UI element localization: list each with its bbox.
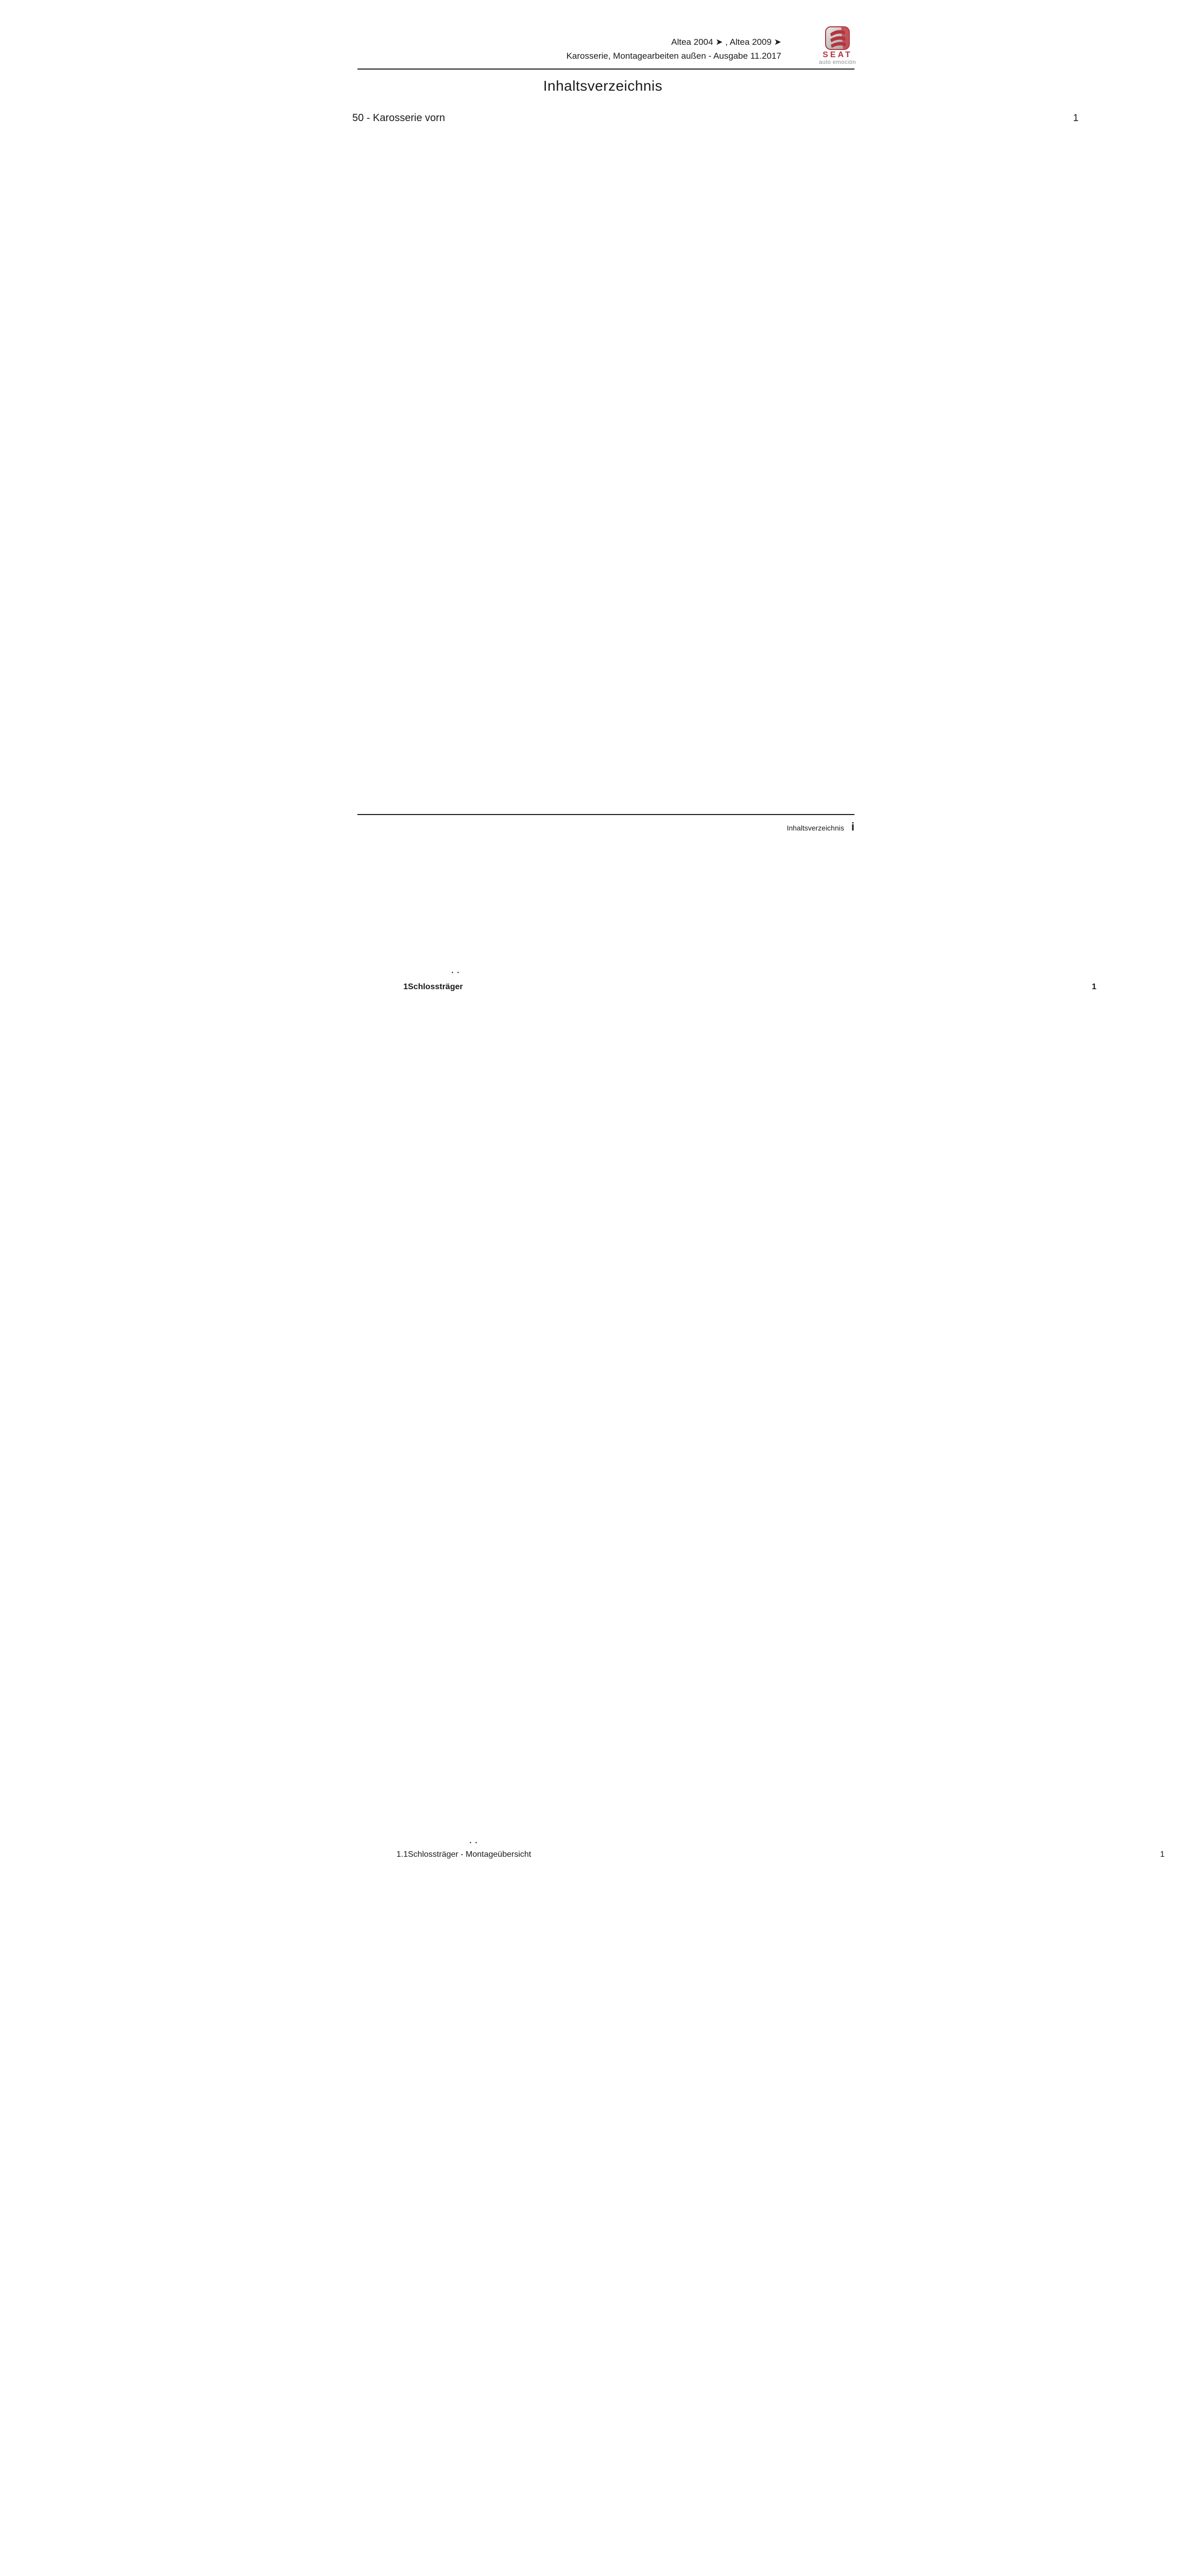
toc-entry-title: Schlossträger (408, 982, 463, 991)
header-model-line-block (567, 35, 781, 63)
toc-list (352, 110, 1165, 2576)
dot-leader (468, 981, 478, 1849)
toc-entry-row[interactable] (352, 981, 1097, 1849)
footer (787, 820, 854, 834)
dot-leader (536, 1849, 546, 2576)
toc-chapter-label: 50 - Karosserie vorn (352, 112, 446, 124)
footer-page-number: i (851, 820, 854, 833)
footer-label: Inhaltsverzeichnis (786, 824, 844, 832)
footer-rule (357, 814, 854, 815)
seat-wordmark: SEAT (823, 50, 852, 59)
header-rule (357, 69, 854, 70)
toc-chapter-page-number: 1 (465, 111, 1078, 978)
toc-chapter (352, 110, 1165, 2576)
dot-leader (450, 110, 460, 978)
toc-entry-number: 1 (403, 982, 408, 991)
toc-entry-row[interactable] (352, 1849, 1165, 2576)
header-model-line: Altea 2004 ➤ , Altea 2009 ➤ (671, 37, 781, 47)
page-title: Inhaltsverzeichnis (543, 78, 663, 94)
toc-chapter-row[interactable] (352, 110, 1079, 978)
toc-entry-number: 1.1 (396, 1850, 408, 1859)
seat-logo (817, 26, 858, 66)
toc-entry-title: Schlossträger - Montageübersicht (408, 1850, 532, 1859)
toc-content (352, 77, 1165, 2576)
manual-toc-page (284, 0, 1165, 1859)
seat-s-emblem-icon (824, 26, 851, 50)
toc-entry-page-number: 1 (483, 981, 1097, 1849)
toc-entry-page-number: 1 (551, 1849, 1164, 2576)
header-document-line: Karosserie, Montagearbeiten außen - Ausgabe 11.2017 (566, 51, 781, 61)
seat-tagline: auto emoción (818, 59, 856, 65)
